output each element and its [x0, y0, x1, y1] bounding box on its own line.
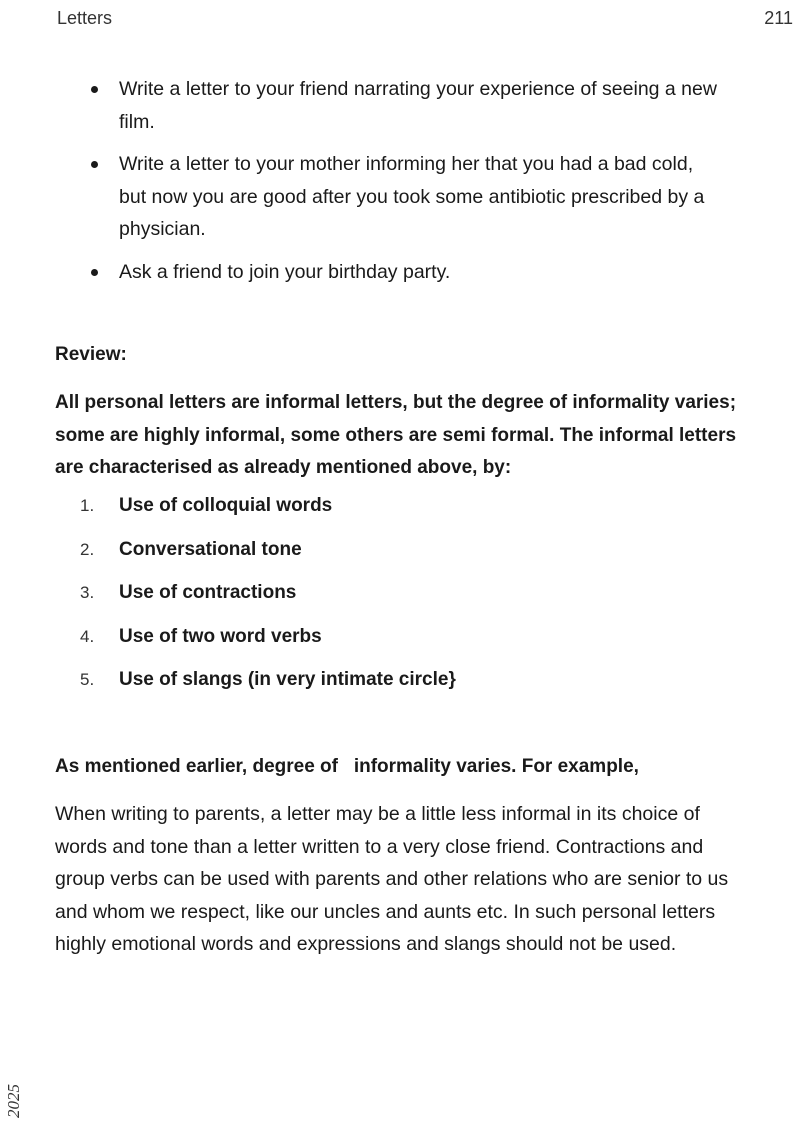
line: words and tone than a letter written to a very close friend. Contractions and	[55, 835, 704, 858]
running-header	[57, 8, 793, 34]
review-heading: Review:	[55, 344, 127, 365]
line: but now you are good after you took some antibiotic prescribed by a	[119, 185, 705, 208]
bullet-icon	[91, 161, 98, 168]
item-text: Use of two word verbs	[119, 625, 322, 647]
feature-list	[80, 495, 456, 713]
line: All personal letters are informal letters, but the degree of informality varies;	[55, 392, 737, 413]
item-text: Use of colloquial words	[119, 495, 333, 516]
item-text: Use of slangs (in very intimate circle}	[119, 669, 456, 690]
example-heading: As mentioned earlier, degree of informality varies. For example,	[55, 756, 639, 777]
list-item	[88, 256, 792, 289]
list-item	[80, 495, 456, 539]
page-number: 211	[764, 8, 793, 28]
line: Write a letter to your mother informing her that you had a bad cold,	[119, 153, 694, 175]
line: Write a letter to your friend narrating your experience of seeing a new	[119, 78, 717, 100]
line: and whom we respect, like our uncles and aunts etc. In such personal letters	[55, 900, 716, 923]
bullet-icon	[91, 269, 98, 276]
line: are characterised as already mentioned above, by:	[55, 457, 512, 478]
list-item	[88, 148, 792, 246]
bullet-icon	[91, 86, 98, 93]
line: Ask a friend to join your birthday party.	[119, 260, 451, 283]
list-item	[80, 626, 456, 670]
list-item	[80, 539, 456, 583]
line: film.	[119, 110, 155, 133]
item-number: 2.	[80, 539, 95, 559]
list-item	[88, 73, 792, 138]
item-text: Use of contractions	[119, 582, 297, 603]
review-paragraph	[55, 387, 800, 485]
margin-year-stamp: 2025	[4, 1084, 23, 1118]
list-item	[80, 669, 456, 713]
list-item	[80, 582, 456, 626]
item-number: 1.	[80, 496, 95, 515]
line: group verbs can be used with parents and other relations who are senior to us	[55, 868, 729, 890]
line: some are highly informal, some others are semi formal. The informal letters	[55, 424, 737, 446]
line: highly emotional words and expressions and slangs should not be used.	[55, 933, 677, 955]
exercise-list	[88, 73, 792, 298]
item-number: 3.	[80, 583, 95, 602]
line: When writing to parents, a letter may be a little less informal in its choice of	[55, 803, 700, 825]
item-number: 5.	[80, 670, 95, 689]
example-paragraph	[55, 798, 800, 961]
item-text: Conversational tone	[119, 538, 302, 560]
item-number: 4.	[80, 626, 95, 646]
line: physician.	[119, 218, 206, 240]
section-title: Letters	[57, 8, 113, 28]
